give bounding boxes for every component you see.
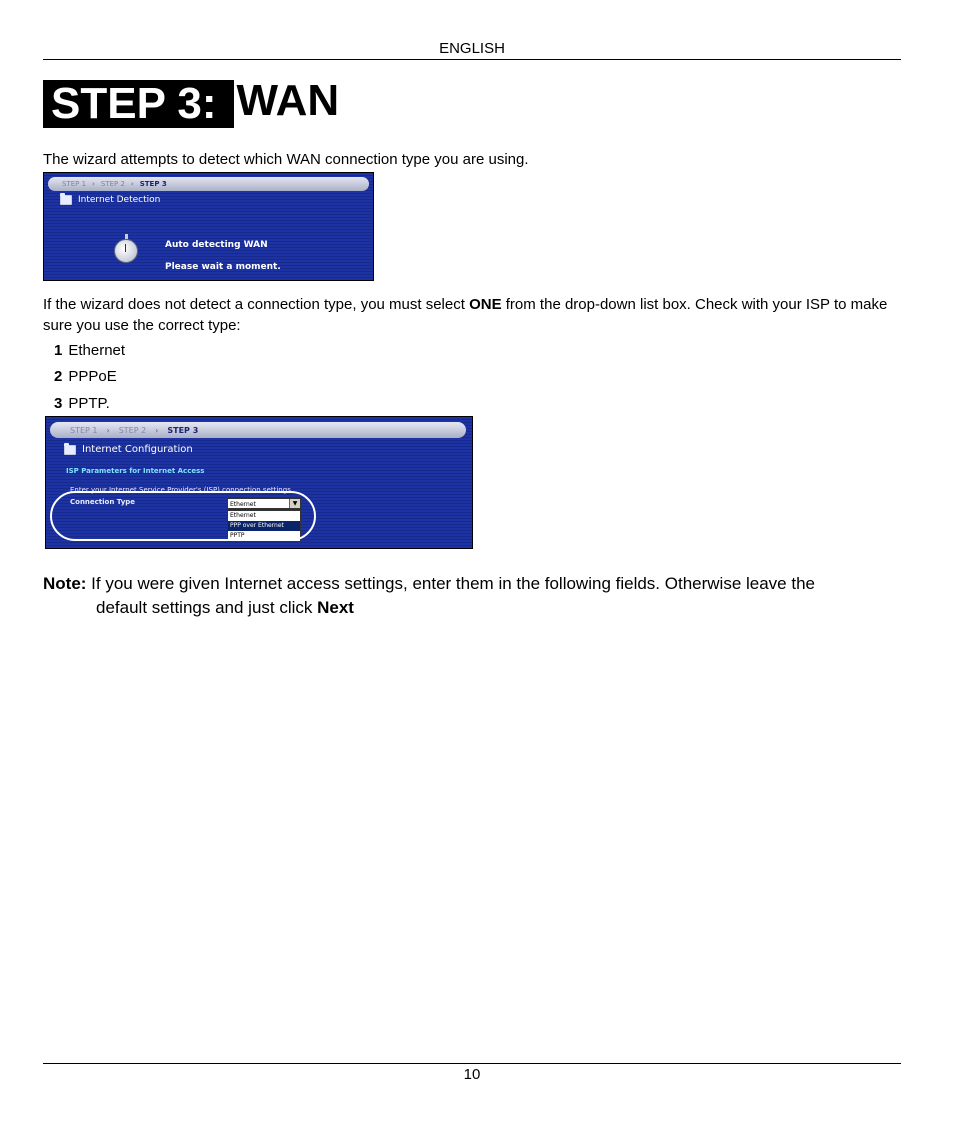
step-1-label: STEP 1 (70, 425, 98, 435)
top-rule (43, 59, 901, 60)
folder-icon (64, 445, 76, 455)
list-item (54, 342, 125, 359)
auto-detect-text: Auto detecting WAN (165, 240, 268, 250)
title-step-label: STEP 3: (43, 80, 234, 128)
step-arrow-icon: › (92, 180, 95, 188)
step-1-label: STEP 1 (62, 180, 87, 188)
page-title (43, 76, 340, 128)
list-number: 2 (54, 368, 63, 385)
step-3-label: STEP 3 (167, 425, 199, 435)
wizard-step-bar (48, 177, 369, 191)
note-text: If you were given Internet access settings, enter them in the following fields. Otherwise leave the (86, 574, 815, 593)
folder-icon (60, 195, 72, 205)
step-arrow-icon: › (106, 425, 110, 435)
list-label: PPPoE (68, 368, 117, 385)
list-number: 3 (54, 395, 63, 412)
configuration-screenshot (45, 416, 473, 549)
step-2-label: STEP 2 (100, 180, 125, 188)
intro-paragraph: The wizard attempts to detect which WAN connection type you are using. (43, 151, 529, 168)
chevron-down-icon[interactable]: ▼ (289, 499, 300, 508)
bottom-rule (43, 1063, 901, 1064)
highlight-ring (50, 491, 316, 541)
selection-paragraph (43, 294, 913, 336)
section-heading-text: Internet Detection (78, 195, 161, 205)
list-label: Ethernet (68, 342, 126, 359)
selection-text-2: from the drop-down list box. Check with your ISP to make sure you use the correct type: (43, 296, 888, 334)
section-heading (64, 444, 193, 455)
option-pppoe[interactable]: PPP over Ethernet (228, 521, 300, 531)
selected-value: Ethernet (230, 501, 256, 508)
option-pptp[interactable]: PPTP (230, 532, 245, 539)
title-name: WAN (236, 76, 340, 125)
section-heading-text: Internet Configuration (82, 444, 193, 455)
selection-text-1: If the wizard does not detect a connection type, you must select (43, 296, 470, 313)
selection-bold: ONE (469, 296, 502, 313)
connection-type-label: Connection Type (70, 498, 136, 506)
isp-heading: ISP Parameters for Internet Access (66, 467, 205, 475)
note-label: Note: (43, 574, 87, 593)
step-arrow-icon: › (155, 425, 159, 435)
step-2-label: STEP 2 (118, 425, 147, 435)
note-text-2: default settings and just click (96, 598, 318, 617)
isp-instruction: Enter your Internet Service Provider's (ISP) connection settings (70, 486, 291, 494)
note-paragraph (43, 572, 913, 620)
list-label: PPTP. (68, 395, 110, 412)
step-arrow-icon: › (130, 180, 134, 188)
note-bold: Next (317, 598, 354, 617)
header-language: ENGLISH (439, 40, 505, 57)
wizard-step-bar (50, 422, 466, 438)
section-heading (60, 195, 160, 205)
list-item (54, 368, 117, 385)
page-number: 10 (463, 1066, 481, 1083)
wait-text: Please wait a moment. (165, 262, 281, 272)
stopwatch-icon (114, 239, 138, 263)
list-number: 1 (54, 342, 63, 359)
detection-screenshot (43, 172, 374, 281)
list-item (54, 395, 110, 412)
step-3-label: STEP 3 (139, 180, 167, 188)
option-ethernet[interactable]: Ethernet (230, 512, 256, 519)
